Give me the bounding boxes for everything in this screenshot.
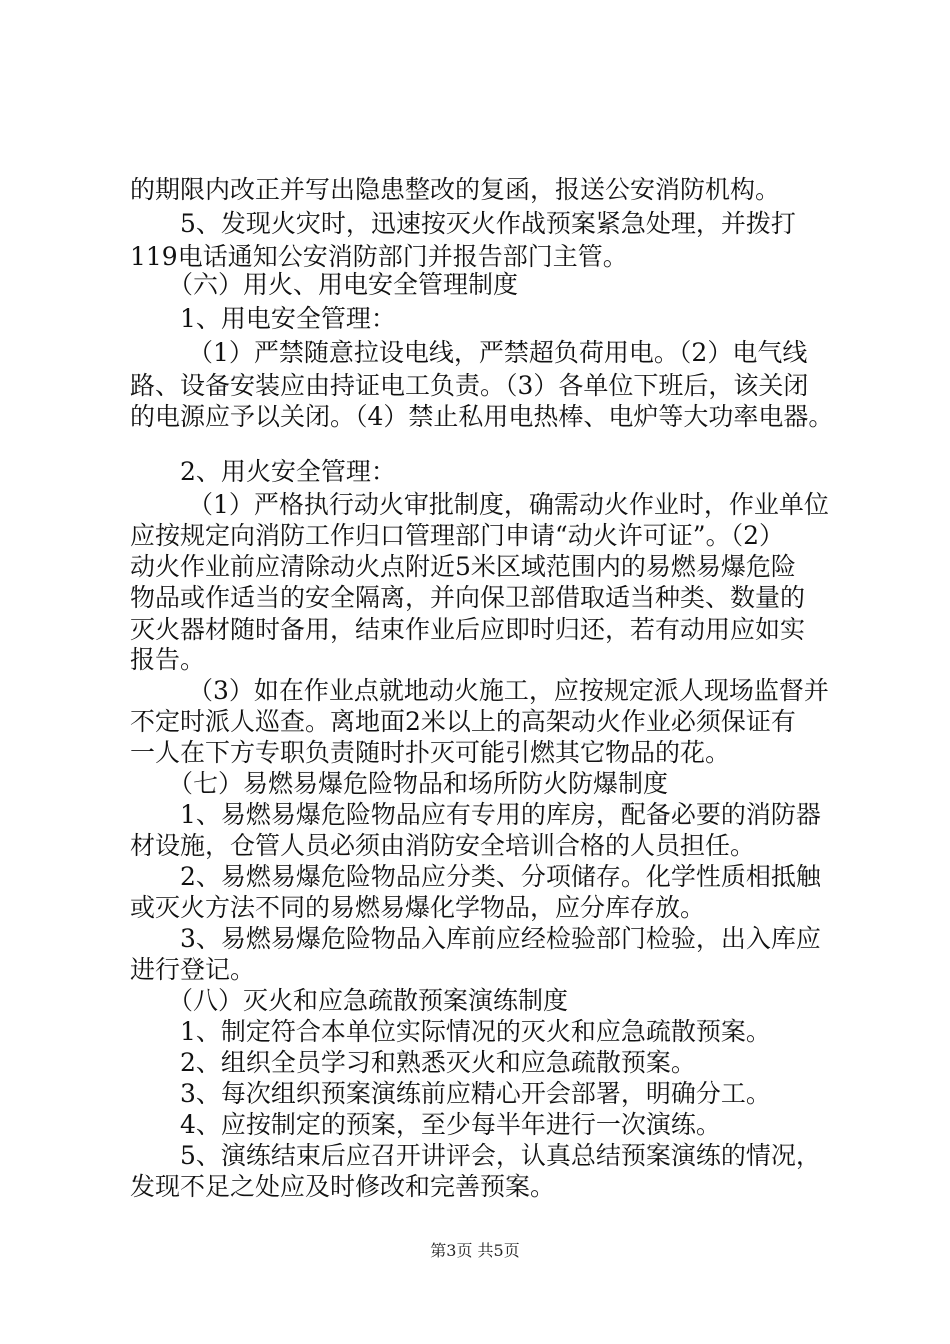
subsection-heading: 1、用电安全管理： xyxy=(180,304,396,333)
text-line: 的电源应予以关闭。（4）禁止私用电热棒、电炉等大功率电器。 xyxy=(130,402,834,431)
text-line: 材设施，仓管人员必须由消防安全培训合格的人员担任。 xyxy=(130,831,756,860)
text-line: 进行登记。 xyxy=(130,955,256,984)
text-line: 2、易燃易爆危险物品应分类、分项储存。化学性质相抵触 xyxy=(180,862,821,891)
text-line: 2、组织全员学习和熟悉灭火和应急疏散预案。 xyxy=(180,1048,696,1077)
text-line: 1、易燃易爆危险物品应有专用的库房，配备必要的消防器 xyxy=(180,800,821,829)
text-line: 发现不足之处应及时修改和完善预案。 xyxy=(130,1172,556,1201)
subsection-heading: 2、用火安全管理： xyxy=(180,457,396,486)
text-line: 灭火器材随时备用，结束作业后应即时归还，若有动用应如实 xyxy=(130,615,806,644)
text-line: 报告。 xyxy=(130,645,206,674)
text-line: 3、每次组织预案演练前应精心开会部署，明确分工。 xyxy=(180,1079,771,1108)
text-line: 119电话通知公安消防部门并报告部门主管。 xyxy=(130,242,628,271)
section-heading: （六）用火、用电安全管理制度 xyxy=(168,270,519,299)
text-line: 物品或作适当的安全隔离，并向保卫部借取适当种类、数量的 xyxy=(130,583,806,612)
text-line: 的期限内改正并写出隐患整改的复函，报送公安消防机构。 xyxy=(130,175,781,204)
text-line: 路、设备安装应由持证电工负责。（3）各单位下班后，该关闭 xyxy=(130,371,809,400)
section-heading: （八）灭火和应急疏散预案演练制度 xyxy=(168,986,569,1015)
text-line: 3、易燃易爆危险物品入库前应经检验部门检验，出入库应 xyxy=(180,924,821,953)
text-line: 一人在下方专职负责随时扑灭可能引燃其它物品的花。 xyxy=(130,738,731,767)
text-line: 应按规定向消防工作归口管理部门申请“动火许可证”。（2） xyxy=(130,521,784,550)
text-line: 1、制定符合本单位实际情况的灭火和应急疏散预案。 xyxy=(180,1017,771,1046)
text-line: 不定时派人巡查。离地面2米以上的高架动火作业必须保证有 xyxy=(130,707,796,736)
text-line: 5、发现火灾时，迅速按灭火作战预案紧急处理，并拨打 xyxy=(180,209,796,238)
page-number-footer: 第3页 共5页 xyxy=(430,1241,520,1260)
text-line: （1）严格执行动火审批制度，确需动火作业时，作业单位 xyxy=(188,490,829,519)
text-line: 动火作业前应清除动火点附近5米区域范围内的易燃易爆危险 xyxy=(130,552,796,581)
section-heading: （七）易燃易爆危险物品和场所防火防爆制度 xyxy=(168,769,669,798)
text-line: 或灭火方法不同的易燃易爆化学物品，应分库存放。 xyxy=(130,893,706,922)
text-line: （1）严禁随意拉设电线，严禁超负荷用电。（2）电气线 xyxy=(188,338,808,367)
text-line: 5、演练结束后应召开讲评会，认真总结预案演练的情况， xyxy=(180,1141,821,1170)
text-line: 4、应按制定的预案，至少每半年进行一次演练。 xyxy=(180,1110,721,1139)
text-line: （3）如在作业点就地动火施工，应按规定派人现场监督并 xyxy=(188,676,829,705)
